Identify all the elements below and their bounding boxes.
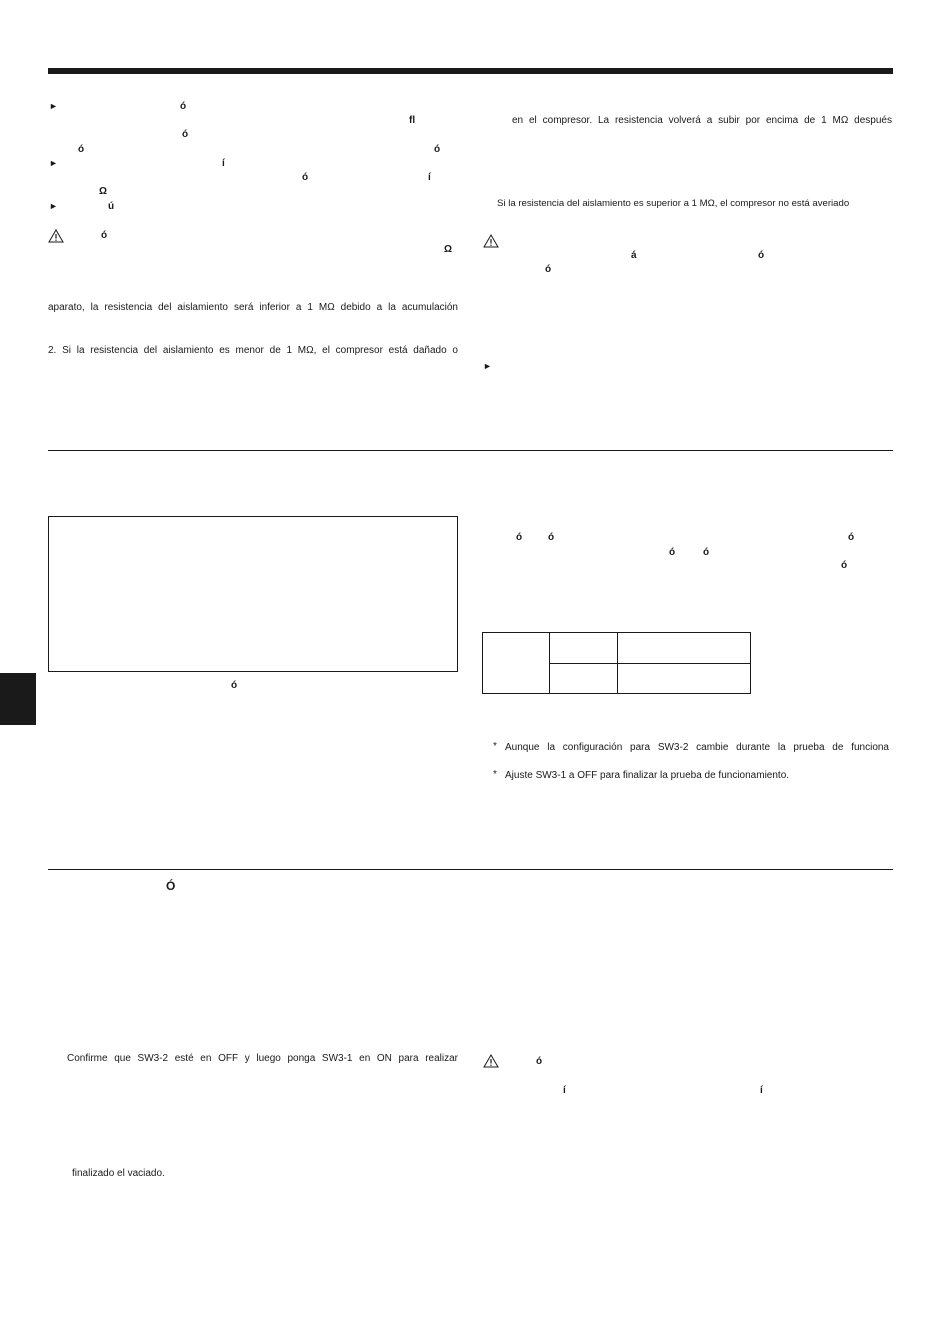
table-cell	[550, 664, 618, 694]
text-fragment: ó	[180, 101, 187, 112]
text-fragment: ó	[536, 1056, 543, 1067]
text-fragment: Ω	[444, 244, 453, 255]
table-cell	[550, 633, 618, 664]
text-fragment: ó	[516, 532, 523, 543]
text-fragment: fl	[409, 115, 416, 126]
top-rule	[48, 68, 893, 74]
text-fragment: á	[631, 250, 637, 261]
paragraph-line: aparato, la resistencia del aislamiento será inferior a 1 MΩ debido a la acumulación	[48, 302, 458, 313]
section-divider-2	[48, 869, 893, 870]
paragraph-line: finalizado el vaciado.	[72, 1168, 165, 1179]
text-fragment: ó	[302, 172, 309, 183]
figure-box	[48, 516, 458, 672]
note-text: Ajuste SW3-1 a OFF para finalizar la prueba de funcionamiento.	[505, 770, 790, 781]
section-heading-fragment: Ó	[166, 879, 176, 893]
paragraph-line: Si la resistencia del aislamiento es superior a 1 MΩ, el compresor no está averiado	[497, 198, 850, 209]
arrow-right-icon: ►	[483, 361, 492, 371]
warning-triangle-icon	[48, 229, 64, 243]
warning-triangle-icon	[483, 1054, 499, 1068]
text-fragment: Ω	[99, 186, 108, 197]
paragraph-line: Confirme que SW3-2 esté en OFF y luego ponga SW3-1 en ON para realizar	[67, 1053, 458, 1064]
text-fragment: ó	[182, 129, 189, 140]
note-marker: *	[493, 741, 497, 752]
language-tab	[0, 673, 36, 725]
list-item-2: 2. Si la resistencia del aislamiento es menor de 1 MΩ, el compresor está dañado o	[48, 345, 458, 356]
text-fragment: ó	[841, 560, 848, 571]
arrow-right-icon: ►	[49, 101, 58, 111]
note-text: Aunque la configuración para SW3-2 cambie durante la prueba de funciona	[505, 742, 889, 753]
table-cell	[618, 664, 751, 694]
text-fragment: ó	[545, 264, 552, 275]
text-fragment: í	[563, 1085, 566, 1096]
text-fragment: ó	[78, 144, 85, 155]
table-cell	[483, 633, 550, 694]
text-fragment: í	[760, 1085, 763, 1096]
text-fragment: ú	[108, 201, 115, 212]
text-fragment: ó	[758, 250, 765, 261]
section-divider-1	[48, 450, 893, 451]
text-fragment: ó	[669, 547, 676, 558]
text-fragment: ó	[548, 532, 555, 543]
paragraph-line: en el compresor. La resistencia volverá a subir por encima de 1 MΩ después	[512, 115, 892, 126]
switch-settings-table	[482, 632, 751, 694]
note-marker: *	[493, 769, 497, 780]
table-cell	[618, 633, 751, 664]
text-fragment: ó	[434, 144, 441, 155]
text-fragment: ó	[703, 547, 710, 558]
arrow-right-icon: ►	[49, 201, 58, 211]
text-fragment: ó	[848, 532, 855, 543]
arrow-right-icon: ►	[49, 158, 58, 168]
text-fragment: ó	[101, 230, 108, 241]
figure-caption-fragment: ó	[231, 680, 238, 691]
warning-triangle-icon	[483, 234, 499, 248]
text-fragment: í	[222, 158, 225, 169]
text-fragment: í	[428, 172, 431, 183]
